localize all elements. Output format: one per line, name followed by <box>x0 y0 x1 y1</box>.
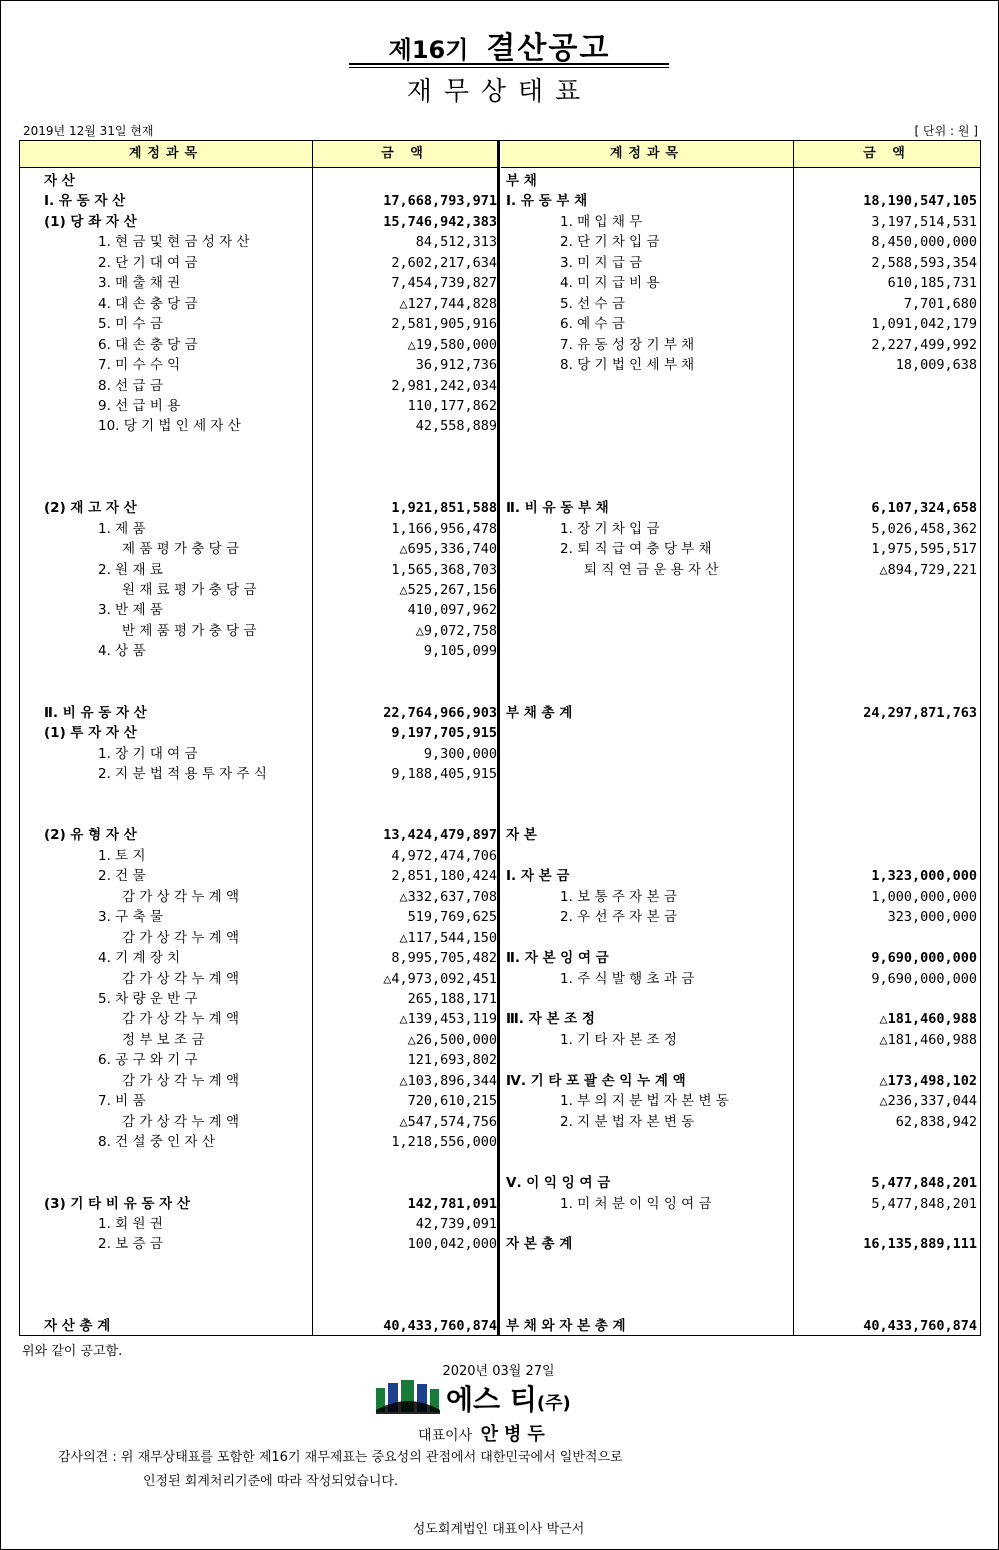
account-amount: 9,690,000,000 <box>871 950 977 967</box>
account-amount: 3,197,514,531 <box>871 213 977 230</box>
account-amount: 42,739,091 <box>415 1215 497 1232</box>
unit-label: [ 단위 : 원 ] <box>914 124 978 138</box>
account-amount: 40,433,760,874 <box>383 1318 497 1335</box>
account-label: 2. 원 재 료 <box>98 561 163 578</box>
company-name-text: 에스 티 <box>446 1383 537 1416</box>
account-label: 2. 건 물 <box>98 868 146 885</box>
header-amount-right: 금 액 <box>794 141 980 168</box>
account-amount: 8,450,000,000 <box>871 234 977 251</box>
table-row <box>20 355 980 375</box>
account-amount: △26,500,000 <box>407 1031 497 1048</box>
table-row <box>20 703 980 723</box>
title-underline-thin <box>349 67 669 68</box>
table-row <box>20 948 980 968</box>
table-row <box>20 273 980 293</box>
account-amount: 8,995,705,482 <box>391 950 497 967</box>
account-amount: △19,580,000 <box>407 336 497 353</box>
table-row <box>20 744 980 764</box>
account-label: 2. 단 기 대 여 금 <box>98 254 198 271</box>
account-label: 3. 미 지 급 금 <box>560 254 643 271</box>
account-label: 1. 미 처 분 이 익 잉 여 금 <box>560 1195 712 1212</box>
account-amount: 610,185,731 <box>887 275 977 292</box>
account-label: 3. 구 축 물 <box>98 909 163 926</box>
account-label: 1. 주 식 발 행 초 과 금 <box>560 970 695 987</box>
account-amount: △894,729,221 <box>879 561 977 578</box>
account-amount: △181,460,988 <box>879 1031 977 1048</box>
table-row <box>20 253 980 273</box>
account-label: 7. 비 품 <box>98 1093 146 1110</box>
account-label: (1) 투 자 자 산 <box>44 725 137 742</box>
table-row <box>20 1050 980 1070</box>
account-amount: 519,769,625 <box>407 909 497 926</box>
account-amount: 1,218,556,000 <box>391 1134 497 1151</box>
account-amount: 4,972,474,706 <box>391 847 497 864</box>
account-label: 퇴 직 연 금 운 용 자 산 <box>584 561 719 578</box>
title-text: 결산공고 <box>486 31 611 66</box>
account-label: Ⅰ. 유 동 부 채 <box>506 193 588 210</box>
account-amount: 1,975,595,517 <box>871 541 977 558</box>
account-label: 10. 당 기 법 인 세 자 산 <box>98 418 241 435</box>
account-amount: 1,000,000,000 <box>871 888 977 905</box>
account-label: 1. 회 원 권 <box>98 1215 163 1232</box>
account-amount: 18,009,638 <box>895 357 977 374</box>
table-row <box>20 1194 980 1214</box>
account-label: 7. 유 동 성 장 기 부 채 <box>560 336 695 353</box>
account-amount: 13,424,479,897 <box>383 827 497 844</box>
account-label: 감 가 상 각 누 계 액 <box>122 929 240 946</box>
account-label: 1. 장 기 차 입 금 <box>560 520 660 537</box>
account-amount: △117,544,150 <box>399 929 497 946</box>
account-amount: 323,000,000 <box>887 909 977 926</box>
account-amount: △236,337,044 <box>879 1093 977 1110</box>
account-label: 1. 장 기 대 여 금 <box>98 745 198 762</box>
account-label: 4. 상 품 <box>98 643 146 660</box>
table-row <box>20 989 980 1009</box>
table-row <box>20 600 980 620</box>
account-amount: 9,197,705,915 <box>391 725 497 742</box>
table-row <box>20 191 980 211</box>
account-amount: 1,166,956,478 <box>391 520 497 537</box>
account-amount: 2,602,217,634 <box>391 254 497 271</box>
account-label: 1. 토 지 <box>98 847 146 864</box>
account-label: Ⅱ. 자 본 잉 여 금 <box>506 950 609 967</box>
account-amount: 2,588,593,354 <box>871 254 977 271</box>
account-amount: 18,190,547,105 <box>863 193 977 210</box>
statement-subtitle: 재무상태표 <box>406 77 593 107</box>
ceo-signature <box>418 1420 551 1446</box>
table-row <box>20 825 980 845</box>
table-row <box>20 1112 980 1132</box>
table-row <box>20 171 980 191</box>
account-amount: 2,981,242,034 <box>391 377 497 394</box>
account-amount: △9,072,758 <box>415 622 497 639</box>
account-label: 5. 선 수 금 <box>560 295 625 312</box>
account-label: 자 산 <box>44 173 75 189</box>
account-label: 6. 예 수 금 <box>560 316 625 333</box>
table-row <box>20 866 980 886</box>
account-label: 5. 미 수 금 <box>98 316 163 333</box>
title-underline <box>349 63 669 65</box>
account-label: 1. 현 금 및 현 금 성 자 산 <box>98 234 250 251</box>
table-row <box>20 560 980 580</box>
account-amount: 17,668,793,971 <box>383 193 497 210</box>
account-label: 반 제 품 평 가 충 당 금 <box>122 622 257 639</box>
account-amount: 42,558,889 <box>415 418 497 435</box>
account-amount: 9,188,405,915 <box>391 766 497 783</box>
account-amount: 142,781,091 <box>407 1195 497 1212</box>
account-amount: 40,433,760,874 <box>863 1318 977 1335</box>
auditor-name: 성도회계법인 대표이사 박근서 <box>412 1522 585 1537</box>
account-amount: △103,896,344 <box>399 1072 497 1089</box>
account-amount: 6,107,324,658 <box>871 500 977 517</box>
header-account-left: 계정과목 <box>20 141 312 168</box>
table-row <box>20 764 980 784</box>
account-amount: 2,581,905,916 <box>391 316 497 333</box>
account-amount: 24,297,871,763 <box>863 704 977 721</box>
account-label: 7. 미 수 수 익 <box>98 357 181 374</box>
account-label: 4. 기 계 장 치 <box>98 950 181 967</box>
account-label: 1. 제 품 <box>98 520 146 537</box>
account-label: 1. 부 의 지 분 법 자 본 변 동 <box>560 1093 729 1110</box>
account-amount: △139,453,119 <box>399 1011 497 1028</box>
account-label: 1. 기 타 자 본 조 정 <box>560 1031 677 1048</box>
account-label: 원 재 료 평 가 충 당 금 <box>122 582 257 598</box>
account-amount: 1,323,000,000 <box>871 868 977 885</box>
account-label: 부 채 와 자 본 총 계 <box>506 1318 626 1335</box>
table-row <box>20 335 980 355</box>
account-label: (2) 재 고 자 산 <box>44 500 137 517</box>
table-row <box>20 1132 980 1152</box>
table-row <box>20 1030 980 1050</box>
account-label: 자 산 총 계 <box>44 1318 111 1335</box>
table-row <box>20 887 980 907</box>
account-amount: 1,091,042,179 <box>871 316 977 333</box>
header-amount-left: 금 액 <box>313 141 497 168</box>
account-amount: 1,921,851,588 <box>391 500 497 517</box>
account-amount: 9,105,099 <box>423 643 497 660</box>
account-label: (1) 당 좌 자 산 <box>44 213 137 230</box>
table-row <box>20 1316 980 1336</box>
account-label: 2. 지 분 법 자 본 변 동 <box>560 1113 695 1130</box>
account-amount: △332,637,708 <box>399 888 497 905</box>
audit-line-1: 감사의견 : 위 재무상태표를 포함한 제16기 재무제표는 중요성의 관점에서 대한민국에서 일반적으로 <box>58 1450 623 1465</box>
table-row <box>20 928 980 948</box>
account-amount: 5,477,848,201 <box>871 1175 977 1192</box>
account-label: 8. 건 설 중 인 자 산 <box>98 1134 215 1151</box>
account-amount: △4,973,092,451 <box>383 970 497 987</box>
account-label: 2. 보 증 금 <box>98 1236 163 1253</box>
account-amount: 62,838,942 <box>895 1113 977 1130</box>
account-label: 감 가 상 각 누 계 액 <box>122 1011 240 1028</box>
audit-opinion <box>58 1446 623 1494</box>
table-row <box>20 621 980 641</box>
account-label: 8. 선 급 금 <box>98 377 163 394</box>
as-of-date: 2019년 12월 31일 현재 <box>23 124 154 138</box>
account-label: 2. 지 분 법 적 용 투 자 주 식 <box>98 766 267 783</box>
table-row <box>20 1071 980 1091</box>
company-name <box>446 1378 571 1418</box>
audit-line-2: 인정된 회계처리기준에 따라 작성되었습니다. <box>143 1474 399 1489</box>
account-label: 5. 차 량 운 반 구 <box>98 991 198 1007</box>
account-amount: 84,512,313 <box>415 234 497 251</box>
account-amount: △525,267,156 <box>399 582 497 598</box>
company-suffix: (주) <box>536 1393 571 1414</box>
account-amount: 110,177,862 <box>407 397 497 414</box>
account-label: 감 가 상 각 누 계 액 <box>122 970 240 987</box>
table-row <box>20 580 980 600</box>
account-label: 제 품 평 가 충 당 금 <box>122 541 240 558</box>
table-row <box>20 519 980 539</box>
table-row <box>20 723 980 743</box>
account-label: Ⅰ. 자 본 금 <box>506 868 570 885</box>
account-label: Ⅱ. 비 유 동 자 산 <box>44 704 147 721</box>
table-row <box>20 1214 980 1234</box>
table-row <box>20 396 980 416</box>
account-amount: 5,026,458,362 <box>871 520 977 537</box>
account-label: 자 본 총 계 <box>506 1236 573 1253</box>
account-label: 정 부 보 조 금 <box>122 1031 205 1048</box>
table-row <box>20 907 980 927</box>
notice-date: 2020년 03월 27일 <box>442 1364 555 1379</box>
account-label: (2) 유 형 자 산 <box>44 827 137 844</box>
table-row <box>20 376 980 396</box>
company-logo-icon <box>376 1380 440 1414</box>
account-amount: 36,912,736 <box>415 357 497 374</box>
account-label: 부 채 <box>506 173 537 189</box>
account-label: 9. 선 급 비 용 <box>98 397 181 414</box>
table-row <box>20 846 980 866</box>
account-amount: △127,744,828 <box>399 295 497 312</box>
account-label: (3) 기 타 비 유 동 자 산 <box>44 1195 190 1212</box>
account-label: 감 가 상 각 누 계 액 <box>122 1072 240 1089</box>
account-amount: 9,300,000 <box>423 745 497 762</box>
table-row <box>20 314 980 334</box>
account-label: 4. 미 지 급 비 용 <box>560 275 660 292</box>
ceo-label: 대표이사 <box>418 1428 473 1444</box>
account-amount: △181,460,988 <box>879 1011 977 1028</box>
notice-statement: 위와 같이 공고함. <box>22 1344 123 1359</box>
account-amount: 2,851,180,424 <box>391 868 497 885</box>
account-amount: 7,701,680 <box>903 295 977 312</box>
table-row <box>20 539 980 559</box>
table-row <box>20 294 980 314</box>
account-amount: 15,746,942,383 <box>383 213 497 230</box>
account-label: Ⅰ. 유 동 자 산 <box>44 193 126 210</box>
account-amount: 720,610,215 <box>407 1093 497 1110</box>
table-row <box>20 1234 980 1254</box>
account-label: 4. 대 손 충 당 금 <box>98 295 198 312</box>
table-row <box>20 641 980 661</box>
account-amount: 121,693,802 <box>407 1052 497 1069</box>
account-label: 6. 대 손 충 당 금 <box>98 336 198 353</box>
account-label: 1. 매 입 채 무 <box>560 213 643 230</box>
account-amount: 100,042,000 <box>407 1236 497 1253</box>
account-amount: 1,565,368,703 <box>391 561 497 578</box>
account-label: Ⅱ. 비 유 동 부 채 <box>506 500 609 517</box>
account-label: 2. 단 기 차 입 금 <box>560 234 660 251</box>
account-amount: 2,227,499,992 <box>871 336 977 353</box>
account-label: 감 가 상 각 누 계 액 <box>122 1113 240 1130</box>
table-row <box>20 232 980 252</box>
table-row <box>20 416 980 436</box>
account-label: 8. 당 기 법 인 세 부 채 <box>560 357 695 374</box>
account-label: 자 본 <box>506 827 537 844</box>
account-amount: 16,135,889,111 <box>863 1236 977 1253</box>
table-row <box>20 1009 980 1029</box>
account-label: 2. 퇴 직 급 여 충 당 부 채 <box>560 541 712 558</box>
table-row <box>20 1091 980 1111</box>
table-row <box>20 498 980 518</box>
account-amount: 22,764,966,903 <box>383 704 497 721</box>
account-label: Ⅳ. 기 타 포 괄 손 익 누 계 액 <box>506 1072 686 1089</box>
account-amount: 265,188,171 <box>407 991 497 1007</box>
account-amount: 5,477,848,201 <box>871 1195 977 1212</box>
table-row <box>20 1173 980 1193</box>
account-label: Ⅲ. 자 본 조 정 <box>506 1011 595 1028</box>
account-amount: 7,454,739,827 <box>391 275 497 292</box>
header-account-right: 계정과목 <box>501 141 793 168</box>
ceo-name: 안병두 <box>480 1424 551 1445</box>
notice-title <box>1 23 998 67</box>
account-label: 부 채 총 계 <box>506 704 573 721</box>
account-amount: △547,574,756 <box>399 1113 497 1130</box>
account-amount: △173,498,102 <box>879 1072 977 1089</box>
period-label: 제16기 <box>388 36 469 64</box>
account-label: 3. 매 출 채 권 <box>98 275 181 292</box>
account-label: 6. 공 구 와 기 구 <box>98 1052 198 1069</box>
account-amount: 410,097,962 <box>407 602 497 619</box>
table-row <box>20 969 980 989</box>
table-row <box>20 212 980 232</box>
account-label: Ⅴ. 이 익 잉 여 금 <box>506 1175 611 1192</box>
balance-sheet-table <box>19 140 981 1336</box>
account-amount: △695,336,740 <box>399 541 497 558</box>
account-label: 3. 반 제 품 <box>98 602 163 619</box>
account-label: 1. 보 통 주 자 본 금 <box>560 888 677 905</box>
account-label: 감 가 상 각 누 계 액 <box>122 888 240 905</box>
account-amount: 9,690,000,000 <box>871 970 977 987</box>
account-label: 2. 우 선 주 자 본 금 <box>560 909 677 926</box>
